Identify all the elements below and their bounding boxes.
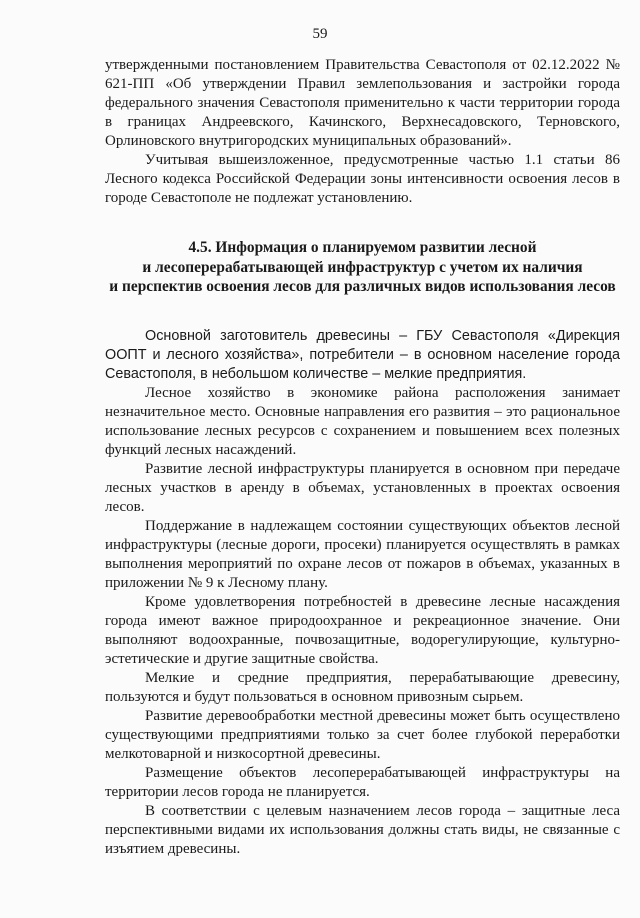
paragraph-main-7: Развитие деревообработки местной древесины может быть осуществлено существующими предприятиями только за счет более глубокой переработки мелкотоварной и низкосортной древесины. <box>105 707 620 762</box>
section-heading <box>105 238 620 297</box>
page-number: 59 <box>312 26 328 42</box>
document-body <box>105 56 620 859</box>
paragraph-main-3: Развитие лесной инфраструктуры планируется в основном при передаче лесных участков в аренду в объемах, установленных в проектах освоения лесов. <box>105 460 620 515</box>
paragraph-main-8: Размещение объектов лесоперерабатывающей инфраструктуры на территории лесов города не планируется. <box>105 764 620 800</box>
section-heading-line-2: и лесоперерабатывающей инфраструктур с учетом их наличия <box>142 258 583 276</box>
paragraph-main-2: Лесное хозяйство в экономике района расположения занимает незначительное место. Основные направления его развития – это рациональное использование лесных ресурсов с сохранением и повышением всех полезных функций лесных насаждений. <box>105 384 620 458</box>
paragraph-main-6: Мелкие и средние предприятия, перерабатывающие древесину, пользуются и будут пользоваться в основном привозным сырьем. <box>105 669 620 705</box>
paragraph-main-9: В соответствии с целевым назначением лесов города – защитные леса перспективными видами их использования должны стать виды, не связанные с изъятием древесины. <box>105 802 620 857</box>
paragraph-intro-continuation: утвержденными постановлением Правительства Севастополя от 02.12.2022 № 621-ПП «Об утверждении Правил землепользования и застройки города федерального значения Севастополя применительно к части территории города в границах Андреевского, Качинского, Верхнесадовского, Терновского, Орлиновского внутригородских муниципальных образований». <box>105 57 620 149</box>
paragraph-main-5: Кроме удовлетворения потребностей в древесине лесные насаждения города имеют важное природоохранное и рекреационное значение. Они выполняют водоохранные, почвозащитные, водорегулирующие, культурно-эстетические и другие защитные свойства. <box>105 593 620 667</box>
section-heading-line-1: 4.5. Информация о планируемом развитии лесной <box>188 239 537 256</box>
paragraph-main-4: Поддержание в надлежащем состоянии существующих объектов лесной инфраструктуры (лесные дороги, просеки) планируется осуществлять в рамках выполнения мероприятий по охране лесов от пожаров в объемах, указанных в приложении № 9 к Лесному плану. <box>105 517 620 591</box>
section-heading-line-3: и перспектив освоения лесов для различных видов использования лесов <box>109 278 616 295</box>
paragraph-intro-conclusion: Учитывая вышеизложенное, предусмотренные частью 1.1 статьи 86 Лесного кодекса Российской Федерации зоны интенсивности освоения лесов в городе Севастополе не подлежат установлению. <box>105 152 620 206</box>
paragraph-main-1: Основной заготовитель древесины – ГБУ Севастополя «Дирекция ООПТ и лесного хозяйства», потребители – в основном население города Севастополя, в небольшом количестве – мелкие предприятия. <box>105 327 620 382</box>
